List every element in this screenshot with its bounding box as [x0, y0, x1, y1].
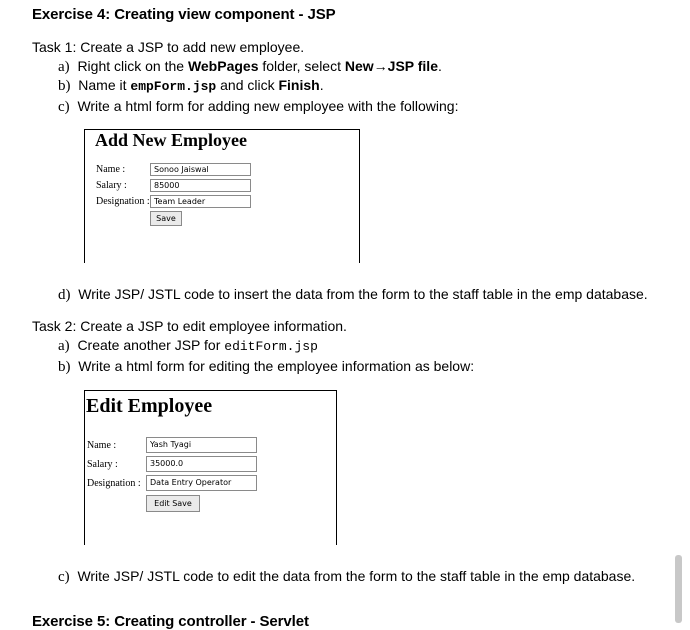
item-text: Write JSP/ JSTL code to edit the data from the form to the staff table in the emp database. — [77, 568, 636, 584]
item-marker: c) — [58, 99, 70, 115]
form-title: Add New Employee — [95, 130, 247, 150]
task-1-item-d — [58, 286, 648, 304]
task-1-heading: Task 1: Create a JSP to add new employee. — [32, 39, 305, 55]
name-label: Name : — [96, 164, 126, 175]
task-2-item-a — [58, 337, 318, 355]
designation-label: Designation : — [96, 196, 150, 207]
edit-employee-screenshot — [84, 390, 337, 545]
designation-input[interactable]: Data Entry Operator — [146, 475, 257, 491]
item-text: Name it — [78, 77, 131, 93]
name-input[interactable]: Sonoo Jaiswal — [150, 163, 251, 176]
item-text: folder, select — [258, 58, 345, 74]
edit-save-button[interactable]: Edit Save — [146, 495, 200, 512]
task-1-item-c — [58, 98, 458, 116]
item-text: Right click on the — [77, 58, 188, 74]
item-text: . — [319, 77, 324, 93]
webpages-folder: WebPages — [187, 58, 259, 74]
file-name: editForm.jsp — [224, 339, 318, 354]
task-2-item-b — [58, 358, 474, 376]
salary-label: Salary : — [87, 459, 118, 470]
finish-label: Finish — [278, 77, 320, 93]
item-text: Write a html form for editing the employee information as below: — [78, 358, 475, 374]
exercise-4-title: Exercise 4: Creating view component - JSP — [32, 6, 336, 23]
task-2-item-c — [58, 568, 635, 586]
item-marker: b) — [58, 78, 71, 94]
item-marker: d) — [58, 287, 71, 303]
form-title: Edit Employee — [86, 395, 213, 417]
item-text: Write JSP/ JSTL code to insert the data from the form to the staff table in the emp database. — [78, 286, 648, 302]
task-2-heading: Task 2: Create a JSP to edit employee information. — [32, 318, 347, 334]
item-text: Write a html form for adding new employee with the following: — [77, 98, 459, 114]
designation-label: Designation : — [87, 478, 141, 489]
file-name: empForm.jsp — [130, 79, 217, 94]
designation-input[interactable]: Team Leader — [150, 195, 251, 208]
name-input[interactable]: Yash Tyagi — [146, 437, 257, 453]
item-marker: a) — [58, 338, 70, 354]
task-1-item-a — [58, 58, 442, 76]
item-marker: c) — [58, 569, 70, 585]
menu-path: New→JSP file — [344, 58, 438, 74]
name-label: Name : — [87, 440, 117, 451]
item-text: Create another JSP for — [77, 337, 225, 353]
save-button[interactable]: Save — [150, 211, 182, 226]
item-marker: b) — [58, 359, 71, 375]
vertical-scrollbar[interactable] — [675, 555, 682, 623]
salary-input[interactable]: 85000 — [150, 179, 251, 192]
item-text: . — [438, 58, 442, 74]
exercise-5-title: Exercise 5: Creating controller - Servlet — [32, 613, 309, 630]
item-marker: a) — [58, 59, 70, 75]
task-1-item-b — [58, 77, 324, 95]
item-text: and click — [216, 77, 279, 93]
salary-input[interactable]: 35000.0 — [146, 456, 257, 472]
salary-label: Salary : — [96, 180, 127, 191]
add-employee-screenshot — [84, 129, 360, 263]
